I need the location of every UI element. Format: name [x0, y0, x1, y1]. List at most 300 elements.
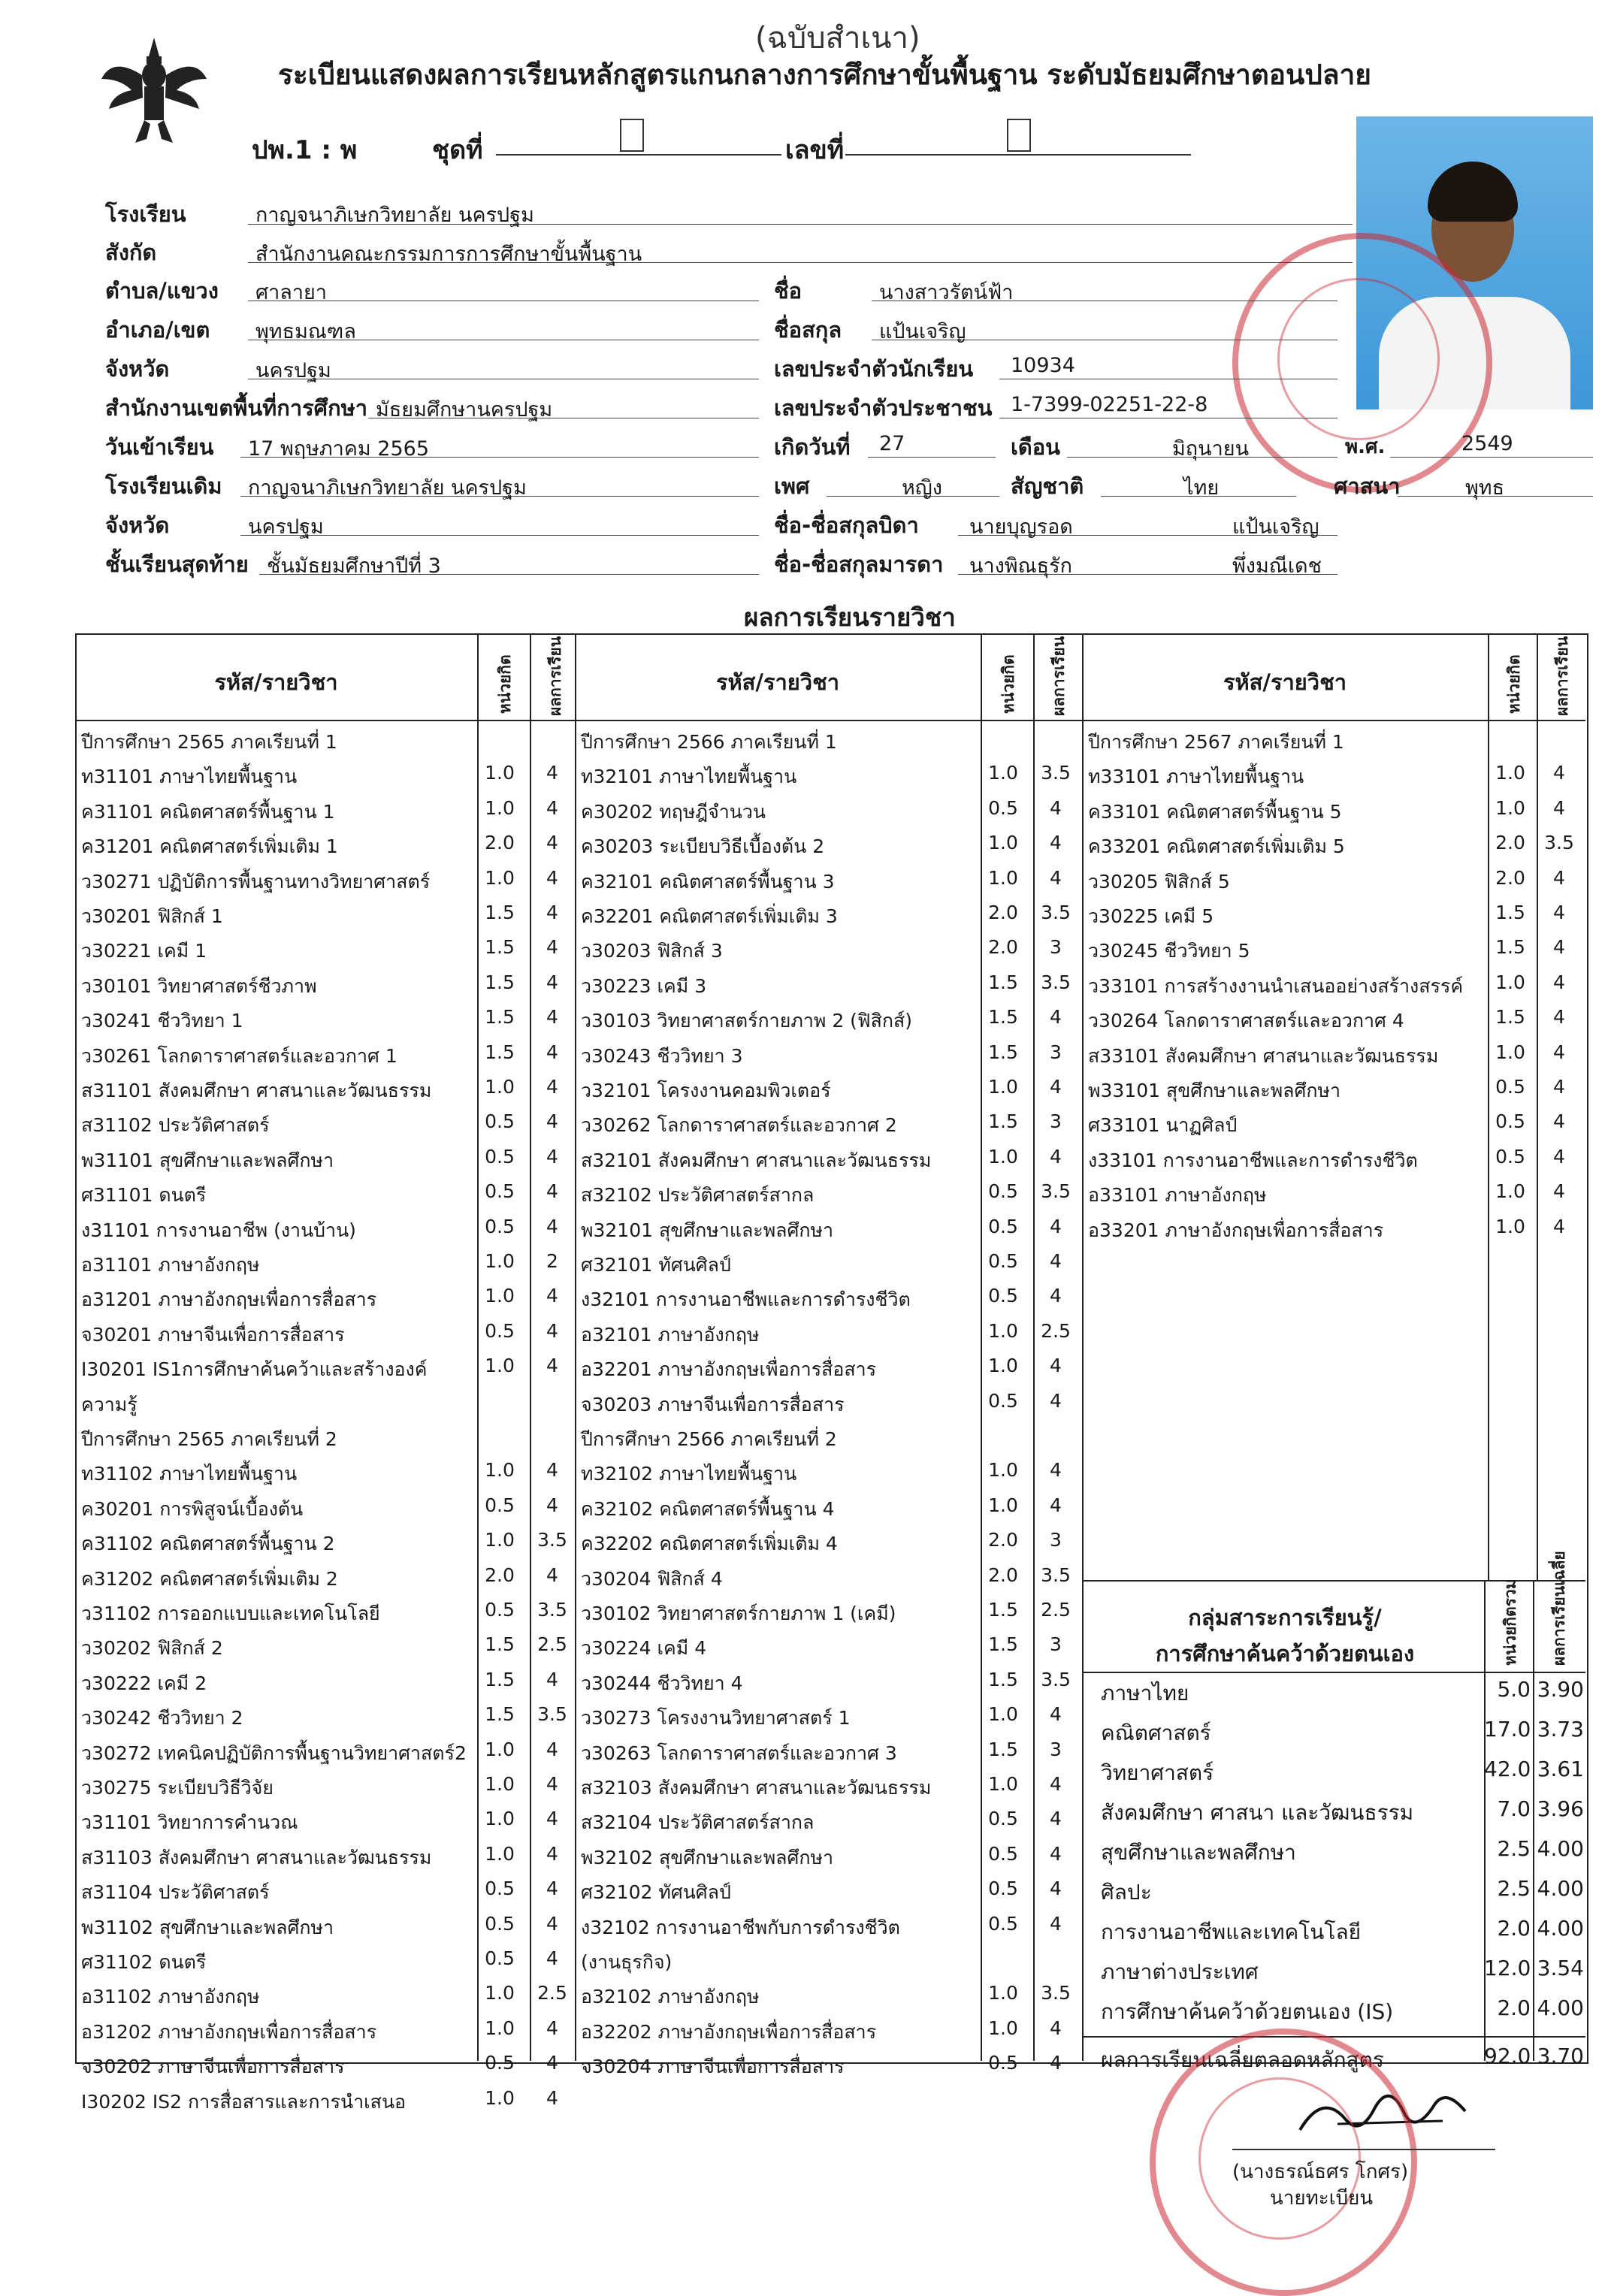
registrar-name: (นางธรณ์ธศร โกศร)	[1232, 2161, 1409, 2183]
subject-credits: 0.5	[485, 1912, 515, 1935]
subject-credits: 2.0	[988, 1529, 1018, 1551]
subject-credits: 1.5	[988, 1041, 1018, 1063]
grade-row	[1082, 1037, 1585, 1071]
subject-name: ค32201 คณิตศาสตร์เพิ่มเติม 3	[581, 905, 838, 927]
document-number-checkbox[interactable]	[1007, 119, 1031, 152]
grade-row	[75, 1350, 575, 1385]
grade-row	[1082, 827, 1585, 862]
grade-row	[575, 1699, 1082, 1733]
subject-grade: 4	[546, 1180, 558, 1203]
district-label: อำเภอ/เขต	[105, 317, 210, 343]
subject-grade: 4	[1553, 936, 1565, 959]
summary-header-divider	[1082, 1672, 1585, 1673]
subject-grade: 3.5	[1041, 762, 1071, 784]
previous-province-value: นครปฐม	[248, 515, 324, 539]
subject-grade: 4	[1050, 1459, 1062, 1482]
subject-grade: 4	[1050, 1145, 1062, 1168]
father-name-label: ชื่อ-ชื่อสกุลบิดา	[774, 512, 919, 538]
subject-credits: 2.0	[485, 832, 515, 854]
grade-row	[75, 1524, 575, 1559]
subject-grade: 3.5	[537, 1599, 567, 1621]
grade-row	[575, 1524, 1082, 1559]
subject-credits: 1.5	[988, 1633, 1018, 1656]
summary-group-average: 4.00	[1537, 1836, 1584, 1861]
grade-row	[575, 1106, 1082, 1140]
grade-row	[575, 1037, 1082, 1071]
subject-name: ว30275 ระเบียบวิธีวิจัย	[81, 1777, 274, 1799]
subject-name: ว33101 การสร้างงานนำเสนออย่างสร้างสรรค์	[1088, 974, 1464, 997]
student-surname-value: แป้นเจริญ	[879, 320, 966, 343]
subject-name: ศ33101 นาฏศิลป์	[1088, 1114, 1238, 1137]
subject-name: อ31102 ภาษาอังกฤษ	[81, 1986, 260, 2008]
subject-credits: 1.0	[1495, 971, 1525, 993]
semester-header-row	[75, 723, 575, 757]
subject-name: ว30225 เคมี 5	[1088, 905, 1214, 927]
grade-row	[75, 1769, 575, 1803]
subject-credits: 1.5	[485, 1668, 515, 1690]
grade-row	[1082, 932, 1585, 966]
grade-row	[75, 932, 575, 966]
subject-credits: 0.5	[485, 1878, 515, 1900]
subject-credits: 1.5	[988, 971, 1018, 993]
subject-name: ว30241 ชีววิทยา 1	[81, 1010, 243, 1032]
subject-credits: 1.0	[485, 762, 515, 784]
subject-grade: 4	[546, 1110, 558, 1133]
subject-name: อ31101 ภาษาอังกฤษ	[81, 1254, 260, 1276]
subject-name: ค32101 คณิตศาสตร์พื้นฐาน 3	[581, 870, 835, 893]
subject-credits: 1.5	[485, 902, 515, 923]
summary-header-line1: กลุ่มสาระการเรียนรู้/	[1188, 1605, 1382, 1630]
col1-subject-header: รหัส/รายวิชา	[214, 669, 338, 695]
grade-row	[575, 1246, 1082, 1280]
subject-credits: 1.0	[988, 1982, 1018, 2004]
subject-name: ค31202 คณิตศาสตร์เพิ่มเติม 2	[81, 1567, 338, 1590]
subject-grade: 4	[546, 1145, 558, 1168]
subject-grade: 4	[546, 902, 558, 923]
subject-name: ความรู้	[81, 1393, 138, 1415]
subject-credits: 2.0	[988, 902, 1018, 923]
subject-grade: 4	[546, 832, 558, 854]
subject-grade: 4	[546, 1041, 558, 1063]
birth-day-value: 27	[879, 432, 905, 455]
subject-grade: 4	[1050, 796, 1062, 819]
col3-grade-header: ผลการเรียน	[1553, 636, 1571, 716]
photo-hair-shape	[1428, 162, 1518, 222]
semester-header-row	[575, 723, 1082, 757]
summary-group-credits: 5.0	[1497, 1677, 1531, 1702]
set-number-line	[496, 154, 781, 156]
subject-name: ว30203 ฟิสิกส์ 3	[581, 940, 723, 962]
subject-grade: 2	[546, 1250, 558, 1272]
subject-grade: 4	[546, 1494, 558, 1516]
summary-group-credits: 7.0	[1497, 1796, 1531, 1821]
subject-grade: 3.5	[1041, 902, 1071, 923]
subject-name: ท32102 ภาษาไทยพื้นฐาน	[581, 1463, 797, 1485]
summary-group-average: 4.00	[1537, 1995, 1584, 2020]
previous-school-label: โรงเรียนเดิม	[105, 473, 222, 499]
father-last-name: แป้นเจริญ	[1232, 515, 1319, 539]
subject-grade: 4	[546, 2052, 558, 2074]
subject-credits: 1.0	[988, 1494, 1018, 1516]
subject-name: ค31201 คณิตศาสตร์เพิ่มเติม 1	[81, 835, 338, 858]
subject-credits: 1.0	[988, 1076, 1018, 1098]
subject-name: ว30261 โลกดาราศาสตร์และอวกาศ 1	[81, 1044, 397, 1067]
subject-grade: 4	[1050, 1703, 1062, 1726]
grade-row	[75, 1664, 575, 1699]
subject-credits: 1.0	[988, 1319, 1018, 1342]
mother-name-label: ชื่อ-ชื่อสกุลมารดา	[774, 551, 944, 577]
subject-credits: 0.5	[988, 1878, 1018, 1900]
subject-credits: 1.0	[485, 1355, 515, 1377]
subject-grade: 3.5	[1041, 1982, 1071, 2004]
grade-row	[75, 1699, 575, 1733]
summary-total-label: ผลการเรียนเฉลี่ยตลอดหลักสูตร	[1101, 2047, 1384, 2072]
grade-row	[1082, 1211, 1585, 1246]
grade-row	[1082, 897, 1585, 932]
subject-grade: 4	[546, 1842, 558, 1865]
subject-name: ว30245 ชีววิทยา 5	[1088, 940, 1250, 962]
subject-name: อ33101 ภาษาอังกฤษ	[1088, 1184, 1267, 1207]
subject-grade: 4	[546, 2017, 558, 2039]
subject-grade: 3	[1050, 1529, 1062, 1551]
subject-grade: 4	[1050, 2017, 1062, 2039]
subject-grade: 4	[1050, 1808, 1062, 1830]
subject-name: พ33101 สุขศึกษาและพลศึกษา	[1088, 1080, 1341, 1101]
grade-row	[75, 1560, 575, 1594]
subject-credits: 1.0	[485, 1842, 515, 1865]
subject-name: อ31201 ภาษาอังกฤษเพื่อการสื่อสาร	[81, 1288, 377, 1311]
col2-grade-header: ผลการเรียน	[1050, 636, 1068, 716]
subject-name: อ32101 ภาษาอังกฤษ	[581, 1323, 760, 1346]
province-value: นครปฐม	[255, 359, 331, 382]
subject-grade: 3	[1050, 1633, 1062, 1656]
subject-name: ง31101 การงานอาชีพ (งานบ้าน)	[81, 1219, 356, 1241]
grade-row	[575, 1141, 1082, 1176]
subject-name: ค30203 ระเบียบวิธีเบื้องต้น 2	[581, 835, 825, 858]
grade-row	[75, 897, 575, 932]
student-name-label: ชื่อ	[774, 278, 802, 304]
subject-credits: 1.0	[485, 1529, 515, 1551]
birth-month-label: เดือน	[1011, 434, 1060, 460]
subject-credits: 0.5	[485, 1494, 515, 1516]
grade-row	[1082, 1071, 1585, 1106]
subject-credits: 1.0	[485, 1808, 515, 1830]
grade-row	[575, 1560, 1082, 1594]
district-value: พุทธมณฑล	[255, 320, 356, 343]
subdistrict-label: ตำบล/แขวง	[105, 278, 219, 304]
summary-group-credits: 2.0	[1497, 1916, 1531, 1941]
subject-name: พ31101 สุขศึกษาและพลศึกษา	[81, 1149, 334, 1171]
col3-subject-header: รหัส/รายวิชา	[1223, 669, 1347, 695]
grade-row	[575, 1908, 1082, 1943]
grade-row	[575, 1490, 1082, 1524]
subject-grade: 4	[1050, 1285, 1062, 1307]
subject-name: ว30273 โครงงานวิทยาศาสตร์ 1	[581, 1707, 851, 1730]
subject-credits: 0.5	[988, 1180, 1018, 1203]
subject-credits: 0.5	[988, 1389, 1018, 1412]
subject-name: ว30242 ชีววิทยา 2	[81, 1707, 243, 1730]
subject-credits: 1.0	[988, 1773, 1018, 1795]
subject-credits: 1.0	[485, 2017, 515, 2039]
subject-name: ว30204 ฟิสิกส์ 4	[581, 1567, 723, 1590]
subject-name: จ30204 ภาษาจีนเพื่อการสื่อสาร	[581, 2056, 845, 2078]
subject-credits: 1.5	[988, 1006, 1018, 1029]
semester-title: ปีการศึกษา 2565 ภาคเรียนที่ 1	[81, 731, 337, 753]
subject-credits: 1.5	[1495, 936, 1525, 959]
subject-grade: 4	[1050, 1878, 1062, 1900]
summary-credits-header: หน่วยกิตรวม	[1501, 1578, 1519, 1666]
subject-name: ว30222 เคมี 2	[81, 1672, 207, 1694]
subject-credits: 1.0	[1495, 1215, 1525, 1237]
semester-header-row	[575, 1420, 1082, 1455]
subject-name: ส33101 สังคมศึกษา ศาสนาและวัฒนธรรม	[1088, 1044, 1439, 1067]
grade-row	[75, 1803, 575, 1838]
grade-row	[75, 1106, 575, 1140]
subject-grade: 4	[546, 1459, 558, 1482]
subject-grade: 4	[1050, 832, 1062, 854]
subject-credits: 1.5	[485, 936, 515, 959]
enroll-date-value: 17 พฤษภาคม 2565	[248, 437, 429, 461]
subject-credits: 0.5	[1495, 1145, 1525, 1168]
subject-grade: 3.5	[1041, 1563, 1071, 1586]
subject-credits: 0.5	[1495, 1110, 1525, 1133]
summary-group-average: 3.73	[1537, 1717, 1584, 1742]
subject-grade: 4	[1553, 1215, 1565, 1237]
grade-row	[75, 1943, 575, 1977]
subject-grade: 3.5	[1041, 1668, 1071, 1690]
subject-name: ว30244 ชีววิทยา 4	[581, 1672, 743, 1694]
grade-row	[75, 1316, 575, 1350]
garuda-emblem-icon	[98, 34, 210, 147]
subject-grade: 4	[1050, 1912, 1062, 1935]
province-label: จังหวัด	[105, 356, 170, 382]
grade-row	[75, 1246, 575, 1280]
grade-row	[75, 1455, 575, 1489]
grade-row	[1082, 1176, 1585, 1210]
subject-credits: 1.0	[1495, 762, 1525, 784]
grade-row	[75, 1211, 575, 1246]
subject-name: ท32101 ภาษาไทยพื้นฐาน	[581, 766, 797, 788]
subject-name: ว31102 การออกแบบและเทคโนโลยี	[81, 1603, 380, 1624]
subject-name: อ32202 ภาษาอังกฤษเพื่อการสื่อสาร	[581, 2020, 877, 2043]
subject-name: ว30272 เทคนิคปฏิบัติการพื้นฐานวิทยาศาสตร์2	[81, 1742, 467, 1764]
subject-grade: 3.5	[1041, 1180, 1071, 1203]
grade-row	[1082, 863, 1585, 897]
subject-grade: 4	[546, 1878, 558, 1900]
subject-name: ค31102 คณิตศาสตร์พื้นฐาน 2	[81, 1533, 335, 1555]
subject-name: ส32104 ประวัติศาสตร์สากล	[581, 1811, 815, 1834]
grade-row	[75, 1280, 575, 1315]
subject-grade: 3	[1050, 1738, 1062, 1760]
subject-name: ส32103 สังคมศึกษา ศาสนาและวัฒนธรรม	[581, 1777, 932, 1799]
grade-row	[575, 1629, 1082, 1663]
subject-grade: 4	[546, 796, 558, 819]
grade-row	[575, 1769, 1082, 1803]
summary-avg-header: ผลการเรียนเฉลี่ย	[1550, 1551, 1568, 1666]
set-number-checkbox[interactable]	[620, 119, 644, 152]
col3-credits-header: หน่วยกิต	[1505, 654, 1523, 714]
subject-grade: 4	[1050, 1773, 1062, 1795]
subject-grade: 4	[546, 866, 558, 889]
grade-row	[75, 863, 575, 897]
subject-grade: 2.5	[1041, 1319, 1071, 1342]
subject-name: ท33101 ภาษาไทยพื้นฐาน	[1088, 766, 1304, 788]
subject-grade: 4	[546, 971, 558, 993]
subject-name: จ30203 ภาษาจีนเพื่อการสื่อสาร	[581, 1393, 845, 1415]
subject-grade: 3	[1050, 936, 1062, 959]
subject-name: ว30262 โลกดาราศาสตร์และอวกาศ 2	[581, 1114, 897, 1137]
semester-header-row	[75, 1420, 575, 1455]
grade-row	[75, 2047, 575, 2082]
grade-row	[75, 1037, 575, 1071]
grade-row	[75, 1071, 575, 1106]
subject-name: ค30202 ทฤษฎีจำนวน	[581, 800, 766, 823]
grade-row	[75, 1385, 575, 1420]
grade-row	[575, 932, 1082, 966]
summary-subject-group: วิทยาศาสตร์	[1101, 1760, 1214, 1785]
subject-credits: 1.5	[988, 1110, 1018, 1133]
subject-credits: 1.0	[988, 832, 1018, 854]
subject-credits: 1.5	[988, 1668, 1018, 1690]
subject-grade: 4	[1050, 866, 1062, 889]
subject-grade: 3.5	[1544, 832, 1574, 854]
grade-row	[575, 1594, 1082, 1629]
grade-row	[575, 757, 1082, 792]
subject-name: (งานธุรกิจ)	[581, 1951, 673, 1973]
set-number-label: ชุดที่	[432, 135, 483, 165]
student-name-value: นางสาวรัตน์ฟ้า	[879, 281, 1014, 304]
affiliation-value: สำนักงานคณะกรรมการการศึกษาขั้นพื้นฐาน	[255, 243, 642, 266]
subject-name: ว32101 โครงงานคอมพิวเตอร์	[581, 1080, 831, 1101]
semester-title: ปีการศึกษา 2567 ภาคเรียนที่ 1	[1088, 731, 1344, 753]
birth-day-underline	[868, 457, 996, 458]
subject-credits: 1.0	[988, 1355, 1018, 1377]
subject-credits: 0.5	[485, 1110, 515, 1133]
grade-row	[575, 1977, 1082, 2012]
grades-column-1	[75, 723, 575, 2113]
subject-name: ว30243 ชีววิทยา 3	[581, 1044, 743, 1067]
subject-grade: 4	[1050, 2052, 1062, 2074]
subject-name: ว30271 ปฏิบัติการพื้นฐานทางวิทยาศาสตร์	[81, 870, 431, 893]
nationality-label: สัญชาติ	[1011, 473, 1084, 499]
subject-name: ว30201 ฟิสิกส์ 1	[81, 905, 223, 927]
grade-row	[75, 967, 575, 1001]
subject-name: ส32101 สังคมศึกษา ศาสนาและวัฒนธรรม	[581, 1149, 932, 1171]
col2-subject-header: รหัส/รายวิชา	[715, 669, 840, 695]
subject-name: ค31101 คณิตศาสตร์พื้นฐาน 1	[81, 800, 335, 823]
subject-name: ส31101 สังคมศึกษา ศาสนาและวัฒนธรรม	[81, 1080, 432, 1101]
subject-grade: 4	[1553, 762, 1565, 784]
document-number-line	[845, 154, 1191, 156]
area-office-value: มัธยมศึกษานครปฐม	[376, 398, 553, 421]
grade-row	[1082, 793, 1585, 827]
subject-grade: 4	[1553, 1180, 1565, 1203]
grade-row	[575, 1803, 1082, 1838]
subject-name: ส32102 ประวัติศาสตร์สากล	[581, 1184, 815, 1207]
father-first-name: นายบุญรอด	[969, 515, 1073, 539]
subject-grade: 4	[546, 1668, 558, 1690]
grade-row	[1082, 1141, 1585, 1176]
subject-credits: 1.5	[988, 1738, 1018, 1760]
subject-name: ง33101 การงานอาชีพและการดำรงชีวิต	[1088, 1149, 1418, 1171]
subject-credits: 0.5	[988, 1285, 1018, 1307]
subject-grade: 4	[546, 1215, 558, 1237]
subject-name: จ30202 ภาษาจีนเพื่อการสื่อสาร	[81, 2056, 345, 2078]
grade-row	[75, 793, 575, 827]
subject-credits: 2.0	[485, 1563, 515, 1586]
subject-credits: 0.5	[988, 1912, 1018, 1935]
subject-grade: 4	[1553, 1006, 1565, 1029]
subject-grade: 4	[546, 1808, 558, 1830]
summary-group-credits: 12.0	[1484, 1956, 1531, 1980]
grade-row	[75, 1594, 575, 1629]
subject-credits: 1.0	[485, 1459, 515, 1482]
subject-name: ว30223 เคมี 3	[581, 974, 707, 997]
subject-grade: 4	[546, 1355, 558, 1377]
grade-row	[75, 1977, 575, 2012]
subject-grade: 4	[546, 1006, 558, 1029]
grade-row	[575, 2047, 1082, 2082]
subject-name: ค33201 คณิตศาสตร์เพิ่มเติม 5	[1088, 835, 1345, 858]
subdistrict-value: ศาลายา	[255, 281, 327, 304]
subject-grade: 4	[1050, 1842, 1062, 1865]
subject-grade: 2.5	[537, 1633, 567, 1656]
grade-row	[575, 1838, 1082, 1873]
subject-grade: 4	[1050, 1215, 1062, 1237]
grade-row	[75, 827, 575, 862]
religion-label: ศาสนา	[1334, 473, 1401, 499]
subject-grade: 4	[546, 1912, 558, 1935]
subject-name: I30202 IS2 การสื่อสารและการนำเสนอ	[81, 2090, 407, 2113]
subject-credits: 0.5	[485, 1599, 515, 1621]
subject-credits: 0.5	[988, 796, 1018, 819]
subject-credits: 1.0	[1495, 1180, 1525, 1203]
subject-name: ว30224 เคมี 4	[581, 1637, 707, 1660]
last-grade-label: ชั้นเรียนสุดท้าย	[105, 551, 249, 577]
subject-credits: 2.0	[988, 936, 1018, 959]
subject-grade: 4	[546, 1773, 558, 1795]
subject-credits: 0.5	[485, 1180, 515, 1203]
summary-group-average: 3.54	[1537, 1956, 1584, 1980]
subject-name: ว30264 โลกดาราศาสตร์และอวกาศ 4	[1088, 1010, 1404, 1032]
subject-credits: 1.5	[988, 1599, 1018, 1621]
subject-name: พ32101 สุขศึกษาและพลศึกษา	[581, 1219, 834, 1241]
subject-name: ศ31102 ดนตรี	[81, 1951, 207, 1973]
summary-group-credits: 42.0	[1484, 1757, 1531, 1781]
previous-school-value: กาญจนาภิเษกวิทยาลัย นครปฐม	[248, 476, 527, 500]
col1-grade-header: ผลการเรียน	[546, 636, 564, 716]
grade-row	[75, 1629, 575, 1663]
subject-name: พ32102 สุขศึกษาและพลศึกษา	[581, 1846, 834, 1869]
affiliation-label: สังกัด	[105, 240, 157, 265]
subject-name: ว30202 ฟิสิกส์ 2	[81, 1637, 223, 1660]
subject-credits: 0.5	[1495, 1076, 1525, 1098]
grade-row	[75, 1001, 575, 1036]
subject-credits: 0.5	[988, 2052, 1018, 2074]
subject-grade: 4	[546, 762, 558, 784]
summary-subject-group: ภาษาไทย	[1101, 1681, 1189, 1705]
semester-header-row	[1082, 723, 1585, 757]
summary-total-avg: 3.70	[1537, 2044, 1584, 2068]
subject-credits: 1.0	[485, 1738, 515, 1760]
mother-last-name: พึ่งมณีเดช	[1232, 554, 1322, 578]
subject-credits: 1.0	[485, 1250, 515, 1272]
semester-title: ปีการศึกษา 2566 ภาคเรียนที่ 1	[581, 731, 837, 753]
subject-credits: 1.0	[988, 1703, 1018, 1726]
grade-row	[575, 897, 1082, 932]
summary-group-credits: 17.0	[1484, 1717, 1531, 1742]
grade-row	[1082, 1106, 1585, 1140]
